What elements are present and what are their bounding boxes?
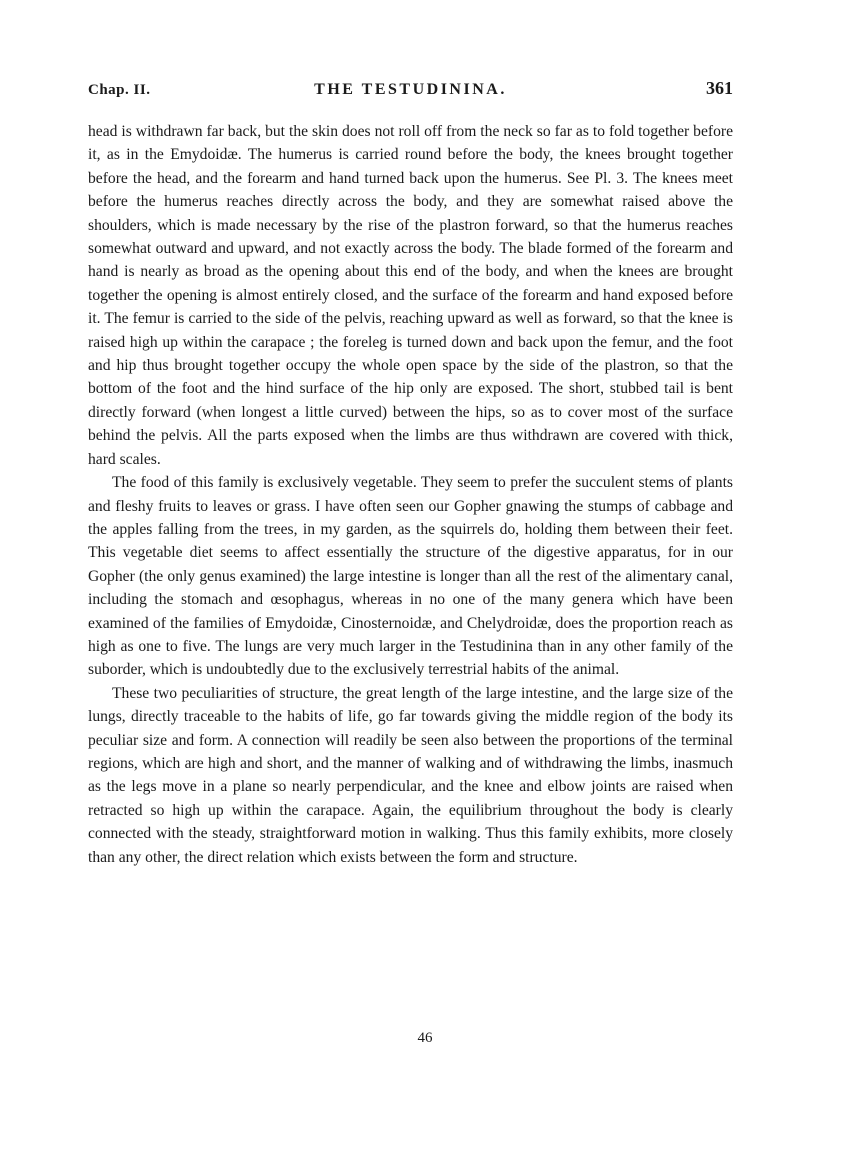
signature-mark: 46 <box>417 1030 433 1046</box>
body-text <box>88 120 733 869</box>
running-head <box>88 78 733 104</box>
paragraph-structure: These two peculiarities of structure, the great length of the large intestine, and the large size of the lungs, directly traceable to the habits of life, go far towards giving the middle region of the body its peculiar size and form. A connection will readily be seen also between the proportions of the terminal regions, which are high and short, and the manner of walking and of withdrawing the limbs, inasmuch as the legs move in a plane so nearly perpendicular, and the knee and elbow joints are raised when retracted so high up within the carapace. Again, the equilibrium throughout the body is clearly connected with the steady, straightforward motion in walking. Thus this family exhibits, more closely than any other, the direct relation which exists between the form and structure. <box>88 684 733 866</box>
paragraph-continued: head is withdrawn far back, but the skin does not roll off from the neck so far as to fold together before it, as in the Emydoidæ. The humerus is carried round before the body, the knees brought together before the head, and the forearm and hand turned back upon the humerus. See Pl. 3. The knees meet before the humerus reaches directly across the body, and they are somewhat raised above the shoulders, which is made necessary by the rise of the plastron forward, so that the humerus reaches somewhat outward and upward, and not exactly across the body. The blade formed of the forearm and hand is nearly as broad as the opening about this end of the body, and when the knees are brought together the opening is almost entirely closed, and the surface of the forearm and hand exposed before it. The femur is carried to the side of the pelvis, reaching upward as well as forward, so that the knee is raised high up within the carapace ; the foreleg is turned down and back upon the femur, and the foot and hip thus brought together occupy the whole open space by the side of the plastron, so that the bottom of the foot and the hind surface of the hip only are exposed. The short, stubbed tail is bent directly forward (when longest a little curved) between the hips, so as to cover most of the surface behind the pelvis. All the parts exposed when the limbs are thus withdrawn are covered with thick, hard scales. <box>88 123 733 468</box>
page-number: 361 <box>706 78 733 98</box>
paragraph-food: The food of this family is exclusively vegetable. They seem to prefer the succulent stems of plants and fleshy fruits to leaves or grass. I have often seen our Gopher gnawing the stumps of cabbage and the apples falling from the trees, in my garden, as the squirrels do, holding them between their feet. This vegetable diet seems to affect essentially the structure of the digestive apparatus, for in our Gopher (the only genus examined) the large intestine is longer than all the rest of the alimentary canal, including the stomach and œsophagus, whereas in no one of the many genera which have been examined of the families of Emydoidæ, Cinosternoidæ, and Chelydroidæ, does the proportion reach as high as one to five. The lungs are very much larger in the Testudinina than in any other family of the suborder, which is undoubtedly due to the exclusively terrestrial habits of the animal. <box>88 474 733 679</box>
chapter-label: Chap. II. <box>88 82 151 98</box>
running-title: THE TESTUDININA. <box>314 81 507 98</box>
